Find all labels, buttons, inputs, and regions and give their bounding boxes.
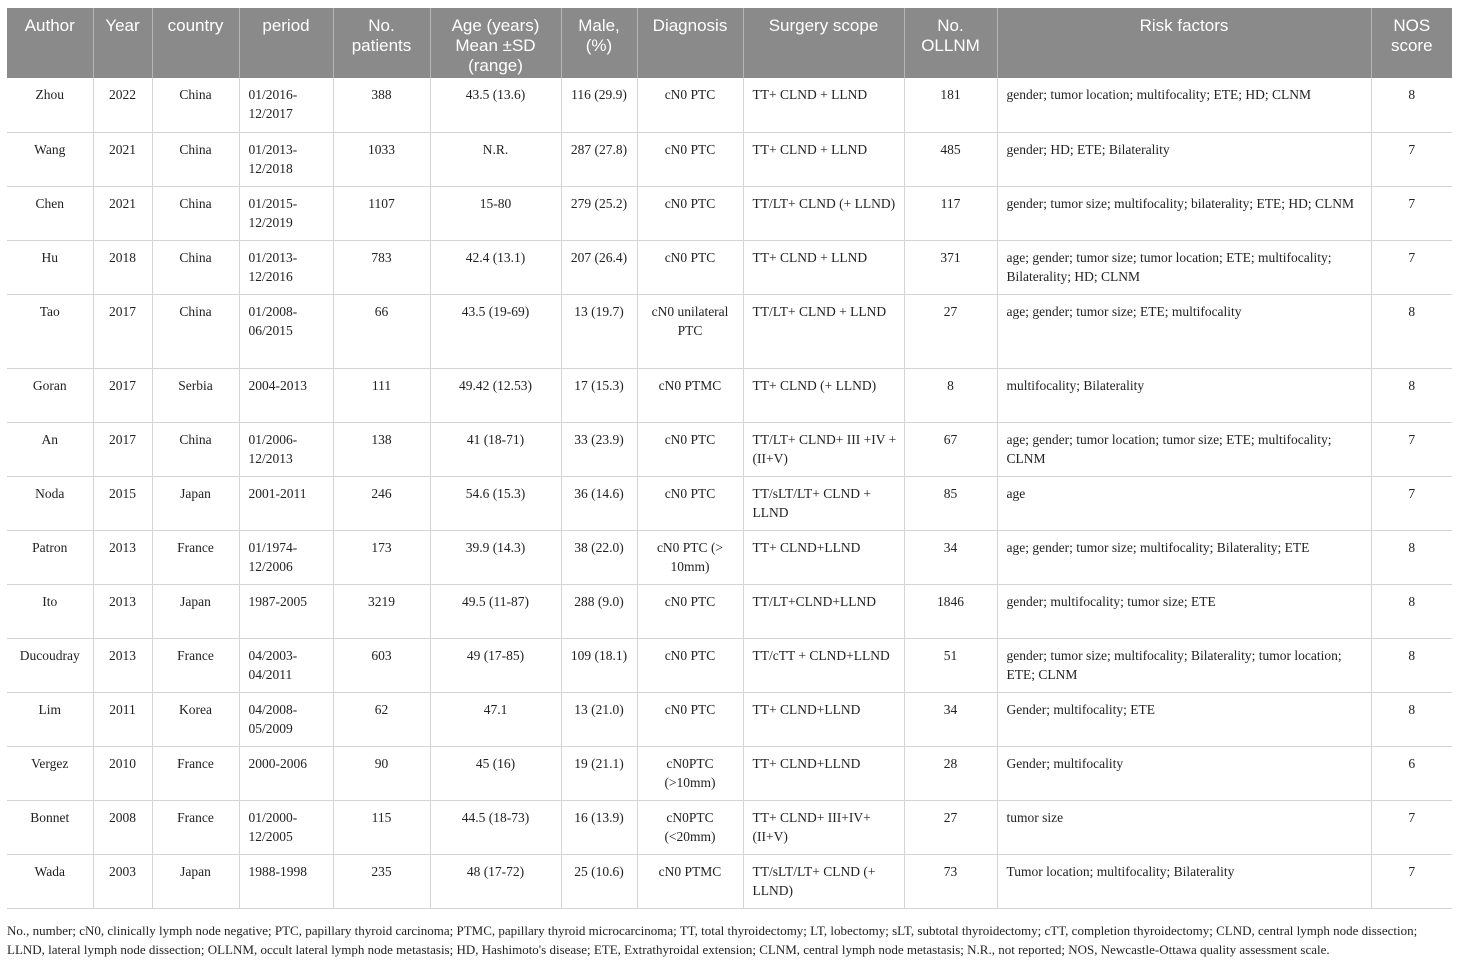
cell-nos: 7 <box>1371 476 1452 530</box>
cell-patients: 111 <box>333 368 430 422</box>
table-body <box>7 78 1452 908</box>
cell-ollnm: 181 <box>904 78 997 132</box>
cell-patients: 66 <box>333 294 430 368</box>
cell-patients: 246 <box>333 476 430 530</box>
cell-ollnm: 117 <box>904 186 997 240</box>
cell-nos: 8 <box>1371 692 1452 746</box>
cell-period: 01/2008-06/2015 <box>239 294 333 368</box>
col-header-period: period <box>239 8 333 78</box>
cell-patients: 603 <box>333 638 430 692</box>
cell-age: 43.5 (13.6) <box>430 78 561 132</box>
col-header-risk: Risk factors <box>997 8 1371 78</box>
cell-year: 2017 <box>93 294 152 368</box>
cell-author: Vergez <box>7 746 93 800</box>
cell-country: France <box>152 530 239 584</box>
cell-patients: 3219 <box>333 584 430 638</box>
cell-period: 01/2013-12/2018 <box>239 132 333 186</box>
cell-period: 2001-2011 <box>239 476 333 530</box>
cell-year: 2008 <box>93 800 152 854</box>
col-header-country: country <box>152 8 239 78</box>
cell-ollnm: 85 <box>904 476 997 530</box>
cell-diagnosis: cN0 PTC <box>637 422 743 476</box>
cell-patients: 138 <box>333 422 430 476</box>
table-row <box>7 638 1452 692</box>
cell-risk: gender; tumor location; multifocality; ETE; HD; CLNM <box>997 78 1371 132</box>
cell-risk: tumor size <box>997 800 1371 854</box>
cell-author: Chen <box>7 186 93 240</box>
cell-surgery: TT+ CLND + LLND <box>743 78 904 132</box>
cell-country: Japan <box>152 584 239 638</box>
cell-country: Serbia <box>152 368 239 422</box>
cell-diagnosis: cN0 PTMC <box>637 854 743 908</box>
cell-year: 2011 <box>93 692 152 746</box>
table-row <box>7 746 1452 800</box>
cell-ollnm: 28 <box>904 746 997 800</box>
header-row <box>7 8 1452 78</box>
cell-author: Ducoudray <box>7 638 93 692</box>
cell-risk: age; gender; tumor size; ETE; multifocality <box>997 294 1371 368</box>
cell-patients: 388 <box>333 78 430 132</box>
table-row <box>7 476 1452 530</box>
cell-author: Zhou <box>7 78 93 132</box>
cell-risk: gender; tumor size; multifocality; bilaterality; ETE; HD; CLNM <box>997 186 1371 240</box>
cell-age: 45 (16) <box>430 746 561 800</box>
cell-surgery: TT/cTT + CLND+LLND <box>743 638 904 692</box>
cell-nos: 8 <box>1371 294 1452 368</box>
cell-country: Korea <box>152 692 239 746</box>
cell-surgery: TT+ CLND+LLND <box>743 530 904 584</box>
cell-male: 207 (26.4) <box>561 240 637 294</box>
cell-period: 1987-2005 <box>239 584 333 638</box>
cell-author: An <box>7 422 93 476</box>
cell-country: China <box>152 422 239 476</box>
cell-diagnosis: cN0PTC (<20mm) <box>637 800 743 854</box>
cell-country: France <box>152 800 239 854</box>
cell-male: 13 (19.7) <box>561 294 637 368</box>
cell-diagnosis: cN0 unilateral PTC <box>637 294 743 368</box>
cell-period: 1988-1998 <box>239 854 333 908</box>
cell-period: 01/1974-12/2006 <box>239 530 333 584</box>
cell-year: 2021 <box>93 186 152 240</box>
cell-year: 2003 <box>93 854 152 908</box>
cell-nos: 8 <box>1371 78 1452 132</box>
cell-male: 17 (15.3) <box>561 368 637 422</box>
table-row <box>7 78 1452 132</box>
col-header-age: Age (years) Mean ±SD (range) <box>430 8 561 78</box>
cell-risk: age <box>997 476 1371 530</box>
cell-year: 2013 <box>93 530 152 584</box>
cell-male: 288 (9.0) <box>561 584 637 638</box>
cell-period: 01/2016-12/2017 <box>239 78 333 132</box>
cell-surgery: TT+ CLND+LLND <box>743 692 904 746</box>
cell-ollnm: 67 <box>904 422 997 476</box>
cell-male: 116 (29.9) <box>561 78 637 132</box>
cell-male: 25 (10.6) <box>561 854 637 908</box>
cell-diagnosis: cN0 PTC (> 10mm) <box>637 530 743 584</box>
cell-country: China <box>152 186 239 240</box>
col-header-year: Year <box>93 8 152 78</box>
col-header-ollnm: No. OLLNM <box>904 8 997 78</box>
cell-age: 41 (18-71) <box>430 422 561 476</box>
cell-author: Ito <box>7 584 93 638</box>
cell-country: China <box>152 78 239 132</box>
cell-age: 39.9 (14.3) <box>430 530 561 584</box>
cell-country: Japan <box>152 854 239 908</box>
table-row <box>7 132 1452 186</box>
cell-surgery: TT+ CLND + LLND <box>743 132 904 186</box>
col-header-author: Author <box>7 8 93 78</box>
cell-patients: 1033 <box>333 132 430 186</box>
cell-nos: 7 <box>1371 186 1452 240</box>
cell-surgery: TT+ CLND+ III+IV+ (II+V) <box>743 800 904 854</box>
cell-period: 01/2013-12/2016 <box>239 240 333 294</box>
cell-year: 2013 <box>93 584 152 638</box>
cell-patients: 90 <box>333 746 430 800</box>
cell-male: 33 (23.9) <box>561 422 637 476</box>
cell-age: 47.1 <box>430 692 561 746</box>
cell-ollnm: 485 <box>904 132 997 186</box>
cell-country: China <box>152 294 239 368</box>
cell-risk: gender; multifocality; tumor size; ETE <box>997 584 1371 638</box>
table-row <box>7 240 1452 294</box>
cell-male: 279 (25.2) <box>561 186 637 240</box>
cell-age: 49 (17-85) <box>430 638 561 692</box>
cell-ollnm: 51 <box>904 638 997 692</box>
cell-author: Goran <box>7 368 93 422</box>
cell-male: 19 (21.1) <box>561 746 637 800</box>
cell-year: 2018 <box>93 240 152 294</box>
table-row <box>7 584 1452 638</box>
cell-period: 04/2003-04/2011 <box>239 638 333 692</box>
cell-surgery: TT+ CLND + LLND <box>743 240 904 294</box>
cell-surgery: TT/LT+ CLND (+ LLND) <box>743 186 904 240</box>
table-row <box>7 422 1452 476</box>
cell-nos: 6 <box>1371 746 1452 800</box>
cell-country: France <box>152 746 239 800</box>
cell-ollnm: 1846 <box>904 584 997 638</box>
cell-patients: 115 <box>333 800 430 854</box>
table-row <box>7 692 1452 746</box>
cell-period: 01/2015-12/2019 <box>239 186 333 240</box>
cell-risk: gender; tumor size; multifocality; Bilaterality; tumor location; ETE; CLNM <box>997 638 1371 692</box>
cell-year: 2017 <box>93 422 152 476</box>
cell-year: 2015 <box>93 476 152 530</box>
cell-author: Lim <box>7 692 93 746</box>
cell-risk: Gender; multifocality <box>997 746 1371 800</box>
cell-age: 15-80 <box>430 186 561 240</box>
cell-surgery: TT/sLT/LT+ CLND + LLND <box>743 476 904 530</box>
table-row <box>7 800 1452 854</box>
cell-period: 2004-2013 <box>239 368 333 422</box>
cell-year: 2022 <box>93 78 152 132</box>
cell-ollnm: 34 <box>904 530 997 584</box>
cell-nos: 7 <box>1371 132 1452 186</box>
cell-period: 01/2000-12/2005 <box>239 800 333 854</box>
cell-nos: 7 <box>1371 422 1452 476</box>
cell-period: 01/2006-12/2013 <box>239 422 333 476</box>
col-header-nos: NOS score <box>1371 8 1452 78</box>
cell-ollnm: 8 <box>904 368 997 422</box>
cell-diagnosis: cN0 PTC <box>637 692 743 746</box>
cell-age: 49.42 (12.53) <box>430 368 561 422</box>
cell-surgery: TT/sLT/LT+ CLND (+ LLND) <box>743 854 904 908</box>
cell-age: 42.4 (13.1) <box>430 240 561 294</box>
cell-patients: 173 <box>333 530 430 584</box>
cell-surgery: TT/LT+ CLND+ III +IV + (II+V) <box>743 422 904 476</box>
cell-surgery: TT+ CLND+LLND <box>743 746 904 800</box>
cell-country: Japan <box>152 476 239 530</box>
col-header-diagnosis: Diagnosis <box>637 8 743 78</box>
cell-ollnm: 34 <box>904 692 997 746</box>
cell-author: Patron <box>7 530 93 584</box>
studies-table <box>7 8 1452 909</box>
cell-age: 43.5 (19-69) <box>430 294 561 368</box>
cell-patients: 62 <box>333 692 430 746</box>
cell-country: China <box>152 132 239 186</box>
cell-patients: 235 <box>333 854 430 908</box>
cell-ollnm: 27 <box>904 800 997 854</box>
cell-surgery: TT+ CLND (+ LLND) <box>743 368 904 422</box>
cell-age: N.R. <box>430 132 561 186</box>
cell-author: Bonnet <box>7 800 93 854</box>
cell-risk: Tumor location; multifocality; Bilaterality <box>997 854 1371 908</box>
cell-risk: age; gender; tumor location; tumor size; ETE; multifocality; CLNM <box>997 422 1371 476</box>
cell-risk: Gender; multifocality; ETE <box>997 692 1371 746</box>
table-footnote: No., number; cN0, clinically lymph node negative; PTC, papillary thyroid carcinoma; PTMC, papillary thyroid microcarcinoma; TT, total thyroidectomy; LT, lobectomy; sLT, subtotal thyroidectomy; cTT, completion thyroidectomy; CLND, central lymph node dissection; LLND, lateral lymph node dissection; OLLNM, occult lateral lymph node metastasis; HD, Hashimoto's disease; ETE, Extrathyroidal extension; CLNM, central lymph node metastasis; N.R., not reported; NOS, Newcastle-Ottawa quality assessment scale. <box>7 923 1418 957</box>
cell-age: 48 (17-72) <box>430 854 561 908</box>
cell-risk: age; gender; tumor size; multifocality; Bilaterality; ETE <box>997 530 1371 584</box>
cell-ollnm: 371 <box>904 240 997 294</box>
cell-male: 13 (21.0) <box>561 692 637 746</box>
cell-country: France <box>152 638 239 692</box>
cell-year: 2017 <box>93 368 152 422</box>
cell-author: Noda <box>7 476 93 530</box>
cell-diagnosis: cN0 PTC <box>637 132 743 186</box>
cell-year: 2013 <box>93 638 152 692</box>
cell-risk: gender; HD; ETE; Bilaterality <box>997 132 1371 186</box>
cell-nos: 8 <box>1371 368 1452 422</box>
cell-nos: 8 <box>1371 638 1452 692</box>
cell-year: 2010 <box>93 746 152 800</box>
cell-diagnosis: cN0 PTC <box>637 584 743 638</box>
cell-diagnosis: cN0PTC (>10mm) <box>637 746 743 800</box>
cell-age: 49.5 (11-87) <box>430 584 561 638</box>
cell-author: Wang <box>7 132 93 186</box>
cell-diagnosis: cN0 PTMC <box>637 368 743 422</box>
cell-risk: age; gender; tumor size; tumor location; ETE; multifocality; Bilaterality; HD; CLNM <box>997 240 1371 294</box>
cell-year: 2021 <box>93 132 152 186</box>
cell-period: 04/2008-05/2009 <box>239 692 333 746</box>
cell-risk: multifocality; Bilaterality <box>997 368 1371 422</box>
cell-nos: 8 <box>1371 584 1452 638</box>
cell-nos: 7 <box>1371 800 1452 854</box>
cell-nos: 8 <box>1371 530 1452 584</box>
cell-country: China <box>152 240 239 294</box>
cell-male: 16 (13.9) <box>561 800 637 854</box>
cell-period: 2000-2006 <box>239 746 333 800</box>
table-row <box>7 294 1452 368</box>
cell-nos: 7 <box>1371 854 1452 908</box>
table-row <box>7 186 1452 240</box>
cell-surgery: TT/LT+CLND+LLND <box>743 584 904 638</box>
col-header-patients: No. patients <box>333 8 430 78</box>
cell-ollnm: 73 <box>904 854 997 908</box>
cell-diagnosis: cN0 PTC <box>637 78 743 132</box>
cell-ollnm: 27 <box>904 294 997 368</box>
cell-nos: 7 <box>1371 240 1452 294</box>
cell-author: Tao <box>7 294 93 368</box>
cell-male: 38 (22.0) <box>561 530 637 584</box>
cell-diagnosis: cN0 PTC <box>637 186 743 240</box>
table-row <box>7 854 1452 908</box>
cell-patients: 1107 <box>333 186 430 240</box>
cell-author: Wada <box>7 854 93 908</box>
col-header-surgery: Surgery scope <box>743 8 904 78</box>
col-header-male: Male, (%) <box>561 8 637 78</box>
table-row <box>7 368 1452 422</box>
cell-diagnosis: cN0 PTC <box>637 240 743 294</box>
cell-male: 36 (14.6) <box>561 476 637 530</box>
cell-male: 109 (18.1) <box>561 638 637 692</box>
cell-patients: 783 <box>333 240 430 294</box>
cell-age: 44.5 (18-73) <box>430 800 561 854</box>
cell-surgery: TT/LT+ CLND + LLND <box>743 294 904 368</box>
cell-author: Hu <box>7 240 93 294</box>
cell-age: 54.6 (15.3) <box>430 476 561 530</box>
cell-diagnosis: cN0 PTC <box>637 638 743 692</box>
table-row <box>7 530 1452 584</box>
cell-male: 287 (27.8) <box>561 132 637 186</box>
cell-diagnosis: cN0 PTC <box>637 476 743 530</box>
